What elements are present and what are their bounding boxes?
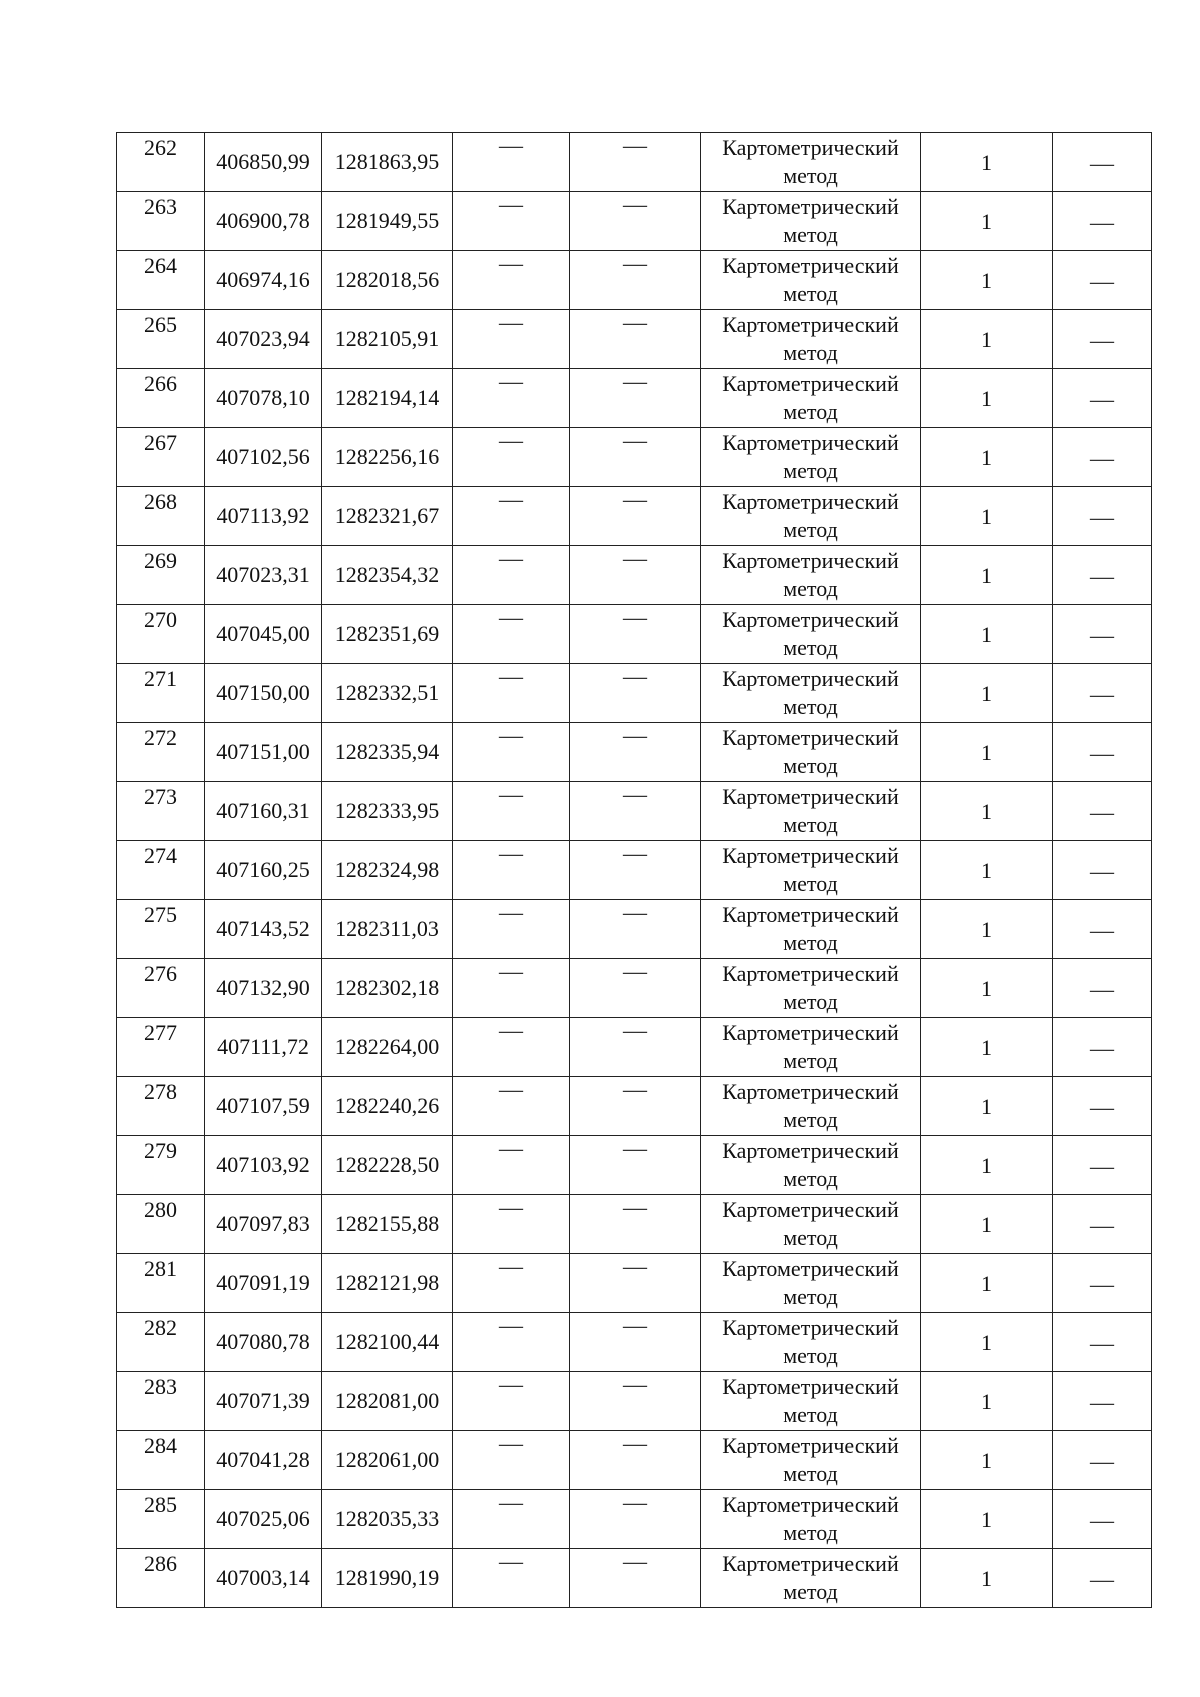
method-label-line1: Картометрический: [722, 1020, 899, 1045]
method-label-line1: Картометрический: [722, 902, 899, 927]
point-number-cell: 285: [117, 1490, 205, 1549]
table-row: [117, 723, 1152, 782]
last-column-cell: —: [1053, 1313, 1152, 1372]
y-coordinate-cell: 1282335,94: [322, 723, 453, 782]
column5-cell: —: [570, 1136, 701, 1195]
method-cell: [701, 1313, 921, 1372]
accuracy-cell: 1: [921, 192, 1053, 251]
y-coordinate-cell: 1282333,95: [322, 782, 453, 841]
method-cell: [701, 782, 921, 841]
column4-cell: —: [453, 900, 570, 959]
column5-cell: —: [570, 1549, 701, 1608]
column4-cell: —: [453, 723, 570, 782]
accuracy-cell: 1: [921, 546, 1053, 605]
method-label-line2: метод: [783, 694, 838, 719]
x-coordinate-cell: 407143,52: [205, 900, 322, 959]
method-label-line2: метод: [783, 812, 838, 837]
accuracy-cell: 1: [921, 782, 1053, 841]
column4-cell: —: [453, 1136, 570, 1195]
point-number-cell: 280: [117, 1195, 205, 1254]
method-label-line2: метод: [783, 340, 838, 365]
method-label-line1: Картометрический: [722, 548, 899, 573]
point-number-cell: 279: [117, 1136, 205, 1195]
table-row: [117, 605, 1152, 664]
method-cell: [701, 546, 921, 605]
accuracy-cell: 1: [921, 605, 1053, 664]
column5-cell: —: [570, 723, 701, 782]
method-cell: [701, 1490, 921, 1549]
method-label-line2: метод: [783, 458, 838, 483]
column5-cell: —: [570, 1254, 701, 1313]
method-label-line2: метод: [783, 1402, 838, 1427]
method-cell: [701, 487, 921, 546]
last-column-cell: —: [1053, 841, 1152, 900]
method-cell: [701, 1077, 921, 1136]
last-column-cell: —: [1053, 723, 1152, 782]
table-row: [117, 664, 1152, 723]
method-label-line1: Картометрический: [722, 725, 899, 750]
column5-cell: —: [570, 1195, 701, 1254]
x-coordinate-cell: 407160,31: [205, 782, 322, 841]
column4-cell: —: [453, 251, 570, 310]
y-coordinate-cell: 1282155,88: [322, 1195, 453, 1254]
x-coordinate-cell: 406900,78: [205, 192, 322, 251]
column4-cell: —: [453, 487, 570, 546]
y-coordinate-cell: 1282354,32: [322, 546, 453, 605]
last-column-cell: —: [1053, 428, 1152, 487]
column4-cell: —: [453, 133, 570, 192]
table-row: [117, 1372, 1152, 1431]
point-number-cell: 263: [117, 192, 205, 251]
column5-cell: —: [570, 1018, 701, 1077]
coordinates-table: [116, 132, 1152, 1608]
column4-cell: —: [453, 192, 570, 251]
column4-cell: —: [453, 1254, 570, 1313]
x-coordinate-cell: 407078,10: [205, 369, 322, 428]
table-row: [117, 133, 1152, 192]
method-label-line1: Картометрический: [722, 194, 899, 219]
x-coordinate-cell: 407023,94: [205, 310, 322, 369]
column5-cell: —: [570, 664, 701, 723]
y-coordinate-cell: 1282302,18: [322, 959, 453, 1018]
column5-cell: —: [570, 782, 701, 841]
y-coordinate-cell: 1281949,55: [322, 192, 453, 251]
column5-cell: —: [570, 605, 701, 664]
method-cell: [701, 664, 921, 723]
y-coordinate-cell: 1282228,50: [322, 1136, 453, 1195]
method-label-line1: Картометрический: [722, 666, 899, 691]
method-label-line2: метод: [783, 753, 838, 778]
last-column-cell: —: [1053, 782, 1152, 841]
x-coordinate-cell: 407045,00: [205, 605, 322, 664]
table-row: [117, 251, 1152, 310]
accuracy-cell: 1: [921, 133, 1053, 192]
column4-cell: —: [453, 1549, 570, 1608]
method-label-line2: метод: [783, 1225, 838, 1250]
table-row: [117, 1254, 1152, 1313]
last-column-cell: —: [1053, 1431, 1152, 1490]
method-label-line1: Картометрический: [722, 312, 899, 337]
table-row: [117, 310, 1152, 369]
last-column-cell: —: [1053, 546, 1152, 605]
y-coordinate-cell: 1282121,98: [322, 1254, 453, 1313]
column4-cell: —: [453, 1077, 570, 1136]
method-label-line1: Картометрический: [722, 784, 899, 809]
method-label-line1: Картометрический: [722, 1374, 899, 1399]
column4-cell: —: [453, 310, 570, 369]
method-label-line1: Картометрический: [722, 253, 899, 278]
method-label-line1: Картометрический: [722, 1197, 899, 1222]
accuracy-cell: 1: [921, 1077, 1053, 1136]
method-label-line1: Картометрический: [722, 607, 899, 632]
table-row: [117, 841, 1152, 900]
y-coordinate-cell: 1282018,56: [322, 251, 453, 310]
method-label-line1: Картометрический: [722, 1315, 899, 1340]
last-column-cell: —: [1053, 487, 1152, 546]
column4-cell: —: [453, 1313, 570, 1372]
table-row: [117, 782, 1152, 841]
column5-cell: —: [570, 1490, 701, 1549]
point-number-cell: 282: [117, 1313, 205, 1372]
x-coordinate-cell: 407111,72: [205, 1018, 322, 1077]
column5-cell: —: [570, 1372, 701, 1431]
column4-cell: —: [453, 1431, 570, 1490]
last-column-cell: —: [1053, 1372, 1152, 1431]
x-coordinate-cell: 407071,39: [205, 1372, 322, 1431]
column4-cell: —: [453, 664, 570, 723]
x-coordinate-cell: 407097,83: [205, 1195, 322, 1254]
y-coordinate-cell: 1282264,00: [322, 1018, 453, 1077]
column4-cell: —: [453, 841, 570, 900]
method-cell: [701, 1549, 921, 1608]
table-body: [117, 133, 1152, 1608]
accuracy-cell: 1: [921, 369, 1053, 428]
point-number-cell: 281: [117, 1254, 205, 1313]
y-coordinate-cell: 1281863,95: [322, 133, 453, 192]
accuracy-cell: 1: [921, 959, 1053, 1018]
y-coordinate-cell: 1282061,00: [322, 1431, 453, 1490]
method-cell: [701, 959, 921, 1018]
point-number-cell: 269: [117, 546, 205, 605]
table-row: [117, 192, 1152, 251]
x-coordinate-cell: 407107,59: [205, 1077, 322, 1136]
point-number-cell: 270: [117, 605, 205, 664]
column5-cell: —: [570, 959, 701, 1018]
method-label-line2: метод: [783, 222, 838, 247]
method-cell: [701, 1254, 921, 1313]
last-column-cell: —: [1053, 959, 1152, 1018]
method-cell: [701, 1136, 921, 1195]
accuracy-cell: 1: [921, 1195, 1053, 1254]
point-number-cell: 283: [117, 1372, 205, 1431]
accuracy-cell: 1: [921, 1490, 1053, 1549]
method-cell: [701, 251, 921, 310]
column5-cell: —: [570, 310, 701, 369]
x-coordinate-cell: 407151,00: [205, 723, 322, 782]
method-label-line2: метод: [783, 1048, 838, 1073]
last-column-cell: —: [1053, 1254, 1152, 1313]
accuracy-cell: 1: [921, 723, 1053, 782]
method-cell: [701, 723, 921, 782]
point-number-cell: 266: [117, 369, 205, 428]
accuracy-cell: 1: [921, 251, 1053, 310]
column4-cell: —: [453, 782, 570, 841]
point-number-cell: 277: [117, 1018, 205, 1077]
method-label-line2: метод: [783, 1166, 838, 1191]
column4-cell: —: [453, 605, 570, 664]
y-coordinate-cell: 1282321,67: [322, 487, 453, 546]
method-label-line1: Картометрический: [722, 1079, 899, 1104]
column5-cell: —: [570, 1077, 701, 1136]
last-column-cell: —: [1053, 1136, 1152, 1195]
point-number-cell: 286: [117, 1549, 205, 1608]
column5-cell: —: [570, 192, 701, 251]
y-coordinate-cell: 1282256,16: [322, 428, 453, 487]
method-cell: [701, 1018, 921, 1077]
x-coordinate-cell: 407102,56: [205, 428, 322, 487]
accuracy-cell: 1: [921, 1313, 1053, 1372]
column5-cell: —: [570, 133, 701, 192]
method-cell: [701, 428, 921, 487]
method-label-line2: метод: [783, 399, 838, 424]
accuracy-cell: 1: [921, 1136, 1053, 1195]
method-cell: [701, 841, 921, 900]
method-label-line1: Картометрический: [722, 489, 899, 514]
method-label-line2: метод: [783, 163, 838, 188]
method-label-line1: Картометрический: [722, 1256, 899, 1281]
table-row: [117, 900, 1152, 959]
y-coordinate-cell: 1282351,69: [322, 605, 453, 664]
method-label-line2: метод: [783, 1579, 838, 1604]
table-row: [117, 487, 1152, 546]
table-row: [117, 428, 1152, 487]
method-label-line1: Картометрический: [722, 961, 899, 986]
method-label-line2: метод: [783, 517, 838, 542]
method-label-line2: метод: [783, 1461, 838, 1486]
column4-cell: —: [453, 1018, 570, 1077]
method-label-line2: метод: [783, 281, 838, 306]
method-cell: [701, 605, 921, 664]
y-coordinate-cell: 1281990,19: [322, 1549, 453, 1608]
point-number-cell: 265: [117, 310, 205, 369]
x-coordinate-cell: 406974,16: [205, 251, 322, 310]
accuracy-cell: 1: [921, 1431, 1053, 1490]
x-coordinate-cell: 407025,06: [205, 1490, 322, 1549]
table-row: [117, 1195, 1152, 1254]
method-cell: [701, 192, 921, 251]
accuracy-cell: 1: [921, 310, 1053, 369]
table-row: [117, 959, 1152, 1018]
y-coordinate-cell: 1282100,44: [322, 1313, 453, 1372]
method-label-line2: метод: [783, 1520, 838, 1545]
table-row: [117, 1313, 1152, 1372]
accuracy-cell: 1: [921, 1372, 1053, 1431]
column5-cell: —: [570, 841, 701, 900]
method-label-line1: Картометрический: [722, 430, 899, 455]
accuracy-cell: 1: [921, 487, 1053, 546]
method-cell: [701, 1372, 921, 1431]
y-coordinate-cell: 1282081,00: [322, 1372, 453, 1431]
y-coordinate-cell: 1282035,33: [322, 1490, 453, 1549]
method-label-line1: Картометрический: [722, 371, 899, 396]
method-label-line2: метод: [783, 576, 838, 601]
method-label-line2: метод: [783, 989, 838, 1014]
column5-cell: —: [570, 900, 701, 959]
method-cell: [701, 310, 921, 369]
y-coordinate-cell: 1282311,03: [322, 900, 453, 959]
last-column-cell: —: [1053, 1195, 1152, 1254]
point-number-cell: 264: [117, 251, 205, 310]
last-column-cell: —: [1053, 900, 1152, 959]
method-label-line2: метод: [783, 871, 838, 896]
table-row: [117, 1077, 1152, 1136]
point-number-cell: 278: [117, 1077, 205, 1136]
method-label-line1: Картометрический: [722, 135, 899, 160]
y-coordinate-cell: 1282105,91: [322, 310, 453, 369]
table-row: [117, 546, 1152, 605]
method-label-line1: Картометрический: [722, 1138, 899, 1163]
column4-cell: —: [453, 1372, 570, 1431]
accuracy-cell: 1: [921, 428, 1053, 487]
point-number-cell: 284: [117, 1431, 205, 1490]
column5-cell: —: [570, 1431, 701, 1490]
y-coordinate-cell: 1282194,14: [322, 369, 453, 428]
last-column-cell: —: [1053, 133, 1152, 192]
column4-cell: —: [453, 1490, 570, 1549]
method-label-line2: метод: [783, 1107, 838, 1132]
method-cell: [701, 369, 921, 428]
x-coordinate-cell: 407023,31: [205, 546, 322, 605]
method-label-line1: Картометрический: [722, 1551, 899, 1576]
table-row: [117, 1136, 1152, 1195]
y-coordinate-cell: 1282240,26: [322, 1077, 453, 1136]
table-row: [117, 1431, 1152, 1490]
column4-cell: —: [453, 1195, 570, 1254]
point-number-cell: 268: [117, 487, 205, 546]
x-coordinate-cell: 407091,19: [205, 1254, 322, 1313]
last-column-cell: —: [1053, 310, 1152, 369]
method-cell: [701, 1195, 921, 1254]
y-coordinate-cell: 1282324,98: [322, 841, 453, 900]
column5-cell: —: [570, 1313, 701, 1372]
column5-cell: —: [570, 369, 701, 428]
column4-cell: —: [453, 369, 570, 428]
table-row: [117, 1018, 1152, 1077]
method-label-line2: метод: [783, 1284, 838, 1309]
point-number-cell: 275: [117, 900, 205, 959]
last-column-cell: —: [1053, 251, 1152, 310]
accuracy-cell: 1: [921, 664, 1053, 723]
x-coordinate-cell: 407003,14: [205, 1549, 322, 1608]
x-coordinate-cell: 407103,92: [205, 1136, 322, 1195]
point-number-cell: 271: [117, 664, 205, 723]
last-column-cell: —: [1053, 1018, 1152, 1077]
last-column-cell: —: [1053, 605, 1152, 664]
point-number-cell: 273: [117, 782, 205, 841]
accuracy-cell: 1: [921, 900, 1053, 959]
accuracy-cell: 1: [921, 1254, 1053, 1313]
method-label-line2: метод: [783, 1343, 838, 1368]
method-label-line2: метод: [783, 635, 838, 660]
x-coordinate-cell: 407113,92: [205, 487, 322, 546]
point-number-cell: 262: [117, 133, 205, 192]
last-column-cell: —: [1053, 369, 1152, 428]
method-cell: [701, 133, 921, 192]
method-cell: [701, 900, 921, 959]
last-column-cell: —: [1053, 664, 1152, 723]
x-coordinate-cell: 407080,78: [205, 1313, 322, 1372]
last-column-cell: —: [1053, 192, 1152, 251]
table-row: [117, 1490, 1152, 1549]
method-label-line1: Картометрический: [722, 1492, 899, 1517]
method-label-line2: метод: [783, 930, 838, 955]
point-number-cell: 272: [117, 723, 205, 782]
accuracy-cell: 1: [921, 1549, 1053, 1608]
column5-cell: —: [570, 546, 701, 605]
x-coordinate-cell: 407041,28: [205, 1431, 322, 1490]
accuracy-cell: 1: [921, 841, 1053, 900]
table-row: [117, 1549, 1152, 1608]
x-coordinate-cell: 407132,90: [205, 959, 322, 1018]
point-number-cell: 276: [117, 959, 205, 1018]
column5-cell: —: [570, 428, 701, 487]
column5-cell: —: [570, 251, 701, 310]
method-label-line1: Картометрический: [722, 843, 899, 868]
y-coordinate-cell: 1282332,51: [322, 664, 453, 723]
point-number-cell: 274: [117, 841, 205, 900]
x-coordinate-cell: 406850,99: [205, 133, 322, 192]
table-row: [117, 369, 1152, 428]
last-column-cell: —: [1053, 1490, 1152, 1549]
x-coordinate-cell: 407160,25: [205, 841, 322, 900]
column4-cell: —: [453, 428, 570, 487]
column4-cell: —: [453, 959, 570, 1018]
last-column-cell: —: [1053, 1077, 1152, 1136]
point-number-cell: 267: [117, 428, 205, 487]
last-column-cell: —: [1053, 1549, 1152, 1608]
column4-cell: —: [453, 546, 570, 605]
column5-cell: —: [570, 487, 701, 546]
method-label-line1: Картометрический: [722, 1433, 899, 1458]
x-coordinate-cell: 407150,00: [205, 664, 322, 723]
accuracy-cell: 1: [921, 1018, 1053, 1077]
method-cell: [701, 1431, 921, 1490]
